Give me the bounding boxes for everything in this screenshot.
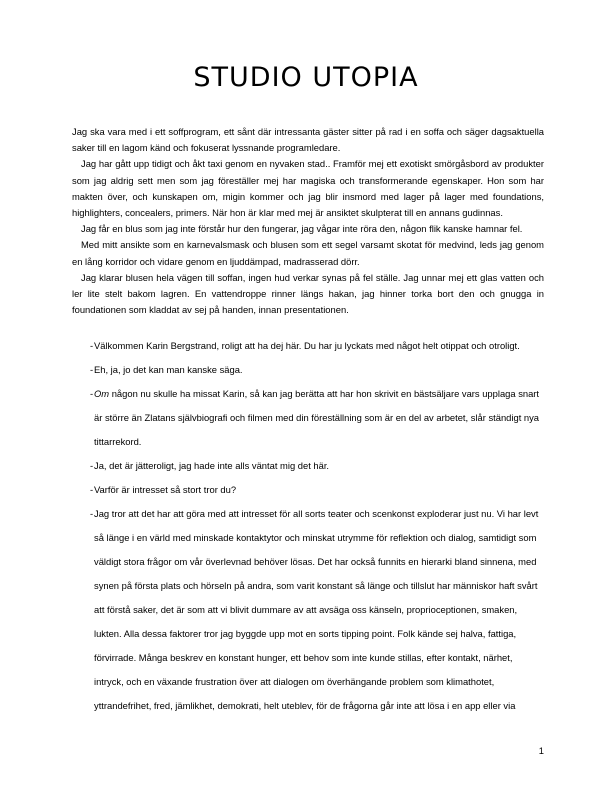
paragraph-block (72, 124, 544, 318)
dialogue-text: Ja, det är jätteroligt, jag hade inte alls väntat mig det här. (94, 460, 330, 472)
dialogue-marker: - (90, 340, 94, 352)
dialogue-text: Varför är intresset så stort tror du? (94, 484, 237, 496)
dialogue-marker: - (90, 460, 94, 472)
dialogue-text: Eh, ja, jo det kan man kanske säga. (94, 364, 243, 376)
dialogue-text: Jag tror att det har att göra med att intresset för all sorts teater och scenkonst exploderar just nu. Vi har levt så länge i en värld med minskade kontaktytor och minskat utrymme för reflektion och dialog, samtidigt som väldigt stora frågor om vår överlevnad behöver lösas. Det har också funnits en hierarki bland sinnena, med synen på första plats och hörseln på andra, som varit konstant så länge och tillslut har människor haft svårt att förstå saker, det är som att vi blivit dummare av att avsäga oss känseln, proprioceptionen, smaken, lukten. Alla dessa faktorer tror jag byggde upp mot en sorts tipping point. Folk kände sej halva, fattiga, förvirrade. Många beskrev en konstant hunger, ett behov som inte kunde stillas, efter kontakt, närhet, intryck, och en växande frustration över att dialogen om överhängande problem som klimathotet, yttrandefrihet, fred, jämlikhet, demokrati, helt uteblev, för de frågorna går inte att lösa i en app eller via (94, 508, 539, 712)
dialogue-marker: - (90, 508, 94, 520)
page-number: 1 (538, 745, 544, 756)
document-body (72, 124, 544, 734)
paragraph: Jag har gått upp tidigt och åkt taxi genom en nyvaken stad.. Framför mej ett exotiskt smörgåsbord av produkter som jag aldrig sett men som jag föreställer mej har magiska och transformerande egenskaper. Hon som har makten över, och kunskapen om, migin kommer och jag blir insmord med lager på lager med foundations, highlighters, concealers, primers. När hon är klar med mej är ansiktet skulpterat till en annans gudinnas. (72, 158, 544, 219)
paragraph: Jag ska vara med i ett soffprogram, ett sånt där intressanta gäster sitter på rad i en soffa och säger dagsaktuella saker till en lagom känd och fokuserat lyssnande programledare. (72, 126, 544, 154)
page-title: STUDIO UTOPIA (193, 62, 419, 93)
list-item (72, 358, 544, 382)
dialogue-marker: - (90, 484, 94, 496)
dialogue-marker: - (90, 364, 94, 376)
list-item (72, 502, 544, 718)
dialogue-text: Välkommen Karin Bergstrand, roligt att ha dej här. Du har ju lyckats med något helt otippat och otroligt. (94, 340, 520, 352)
list-item (72, 478, 544, 502)
paragraph: Med mitt ansikte som en karnevalsmask och blusen som ett segel varsamt skotat för medvind, leds jag genom en lång korridor och vidare genom en ljuddämpad, madrasserad dörr. (72, 239, 544, 267)
dialogue-marker: - (90, 388, 94, 400)
list-item (72, 382, 544, 454)
paragraph: Jag klarar blusen hela vägen till soffan, ingen hud verkar synas på fel ställe. Jag unnar mej ett glas vatten och ler lite stelt bakom lagren. En vattendroppe rinner längs hakan, jag hinner torka bort den och gnugga in foundationen som kladdat av sej på handen, innan presentationen. (72, 271, 544, 316)
list-item (72, 454, 544, 478)
dialogue-list (72, 334, 544, 718)
list-item (72, 334, 544, 358)
paragraph: Jag får en blus som jag inte förstår hur den fungerar, jag vågar inte röra den, någon flik kanske hamnar fel. (81, 223, 523, 235)
dialogue-text: Om någon nu skulle ha missat Karin, så kan jag berätta att har hon skrivit en bästsäljare vars upplaga snart är större än Zlatans självbiografi och filmen med din föreställning som är en del av arbetet, slår ständigt nya tittarrekord. (94, 388, 540, 448)
